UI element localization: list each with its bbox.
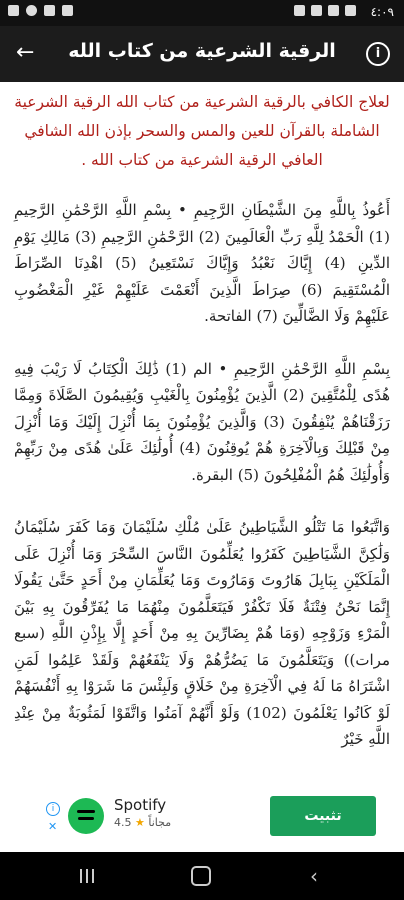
spotify-logo-icon (68, 798, 104, 834)
star-icon: ★ (135, 816, 145, 829)
article-content[interactable] (0, 82, 404, 782)
wifi-icon (26, 5, 37, 16)
recents-icon[interactable] (80, 869, 94, 883)
home-icon[interactable] (191, 866, 211, 886)
paragraph-fatiha: أَعُوذُ بِاللَّهِ مِنَ الشَّيْطَانِ الرَّجِيمِ • بِسْمِ اللَّهِ الرَّحْمَٰنِ الرَّحِيمِ (1) الْحَمْدُ لِلَّهِ رَبِّ الْعَالَمِينَ (2) الرَّحْمَٰنِ الرَّحِيمِ (3) مَالِكِ يَوْمِ الدِّينِ (4) إِيَّاكَ نَعْبُدُ وَإِيَّاكَ نَسْتَعِينُ (5) اهْدِنَا الصِّرَاطَ الْمُسْتَقِيمَ (6) صِرَاطَ الَّذِينَ أَنْعَمْتَ عَلَيْهِمْ غَيْرِ الْمَغْضُوبِ عَلَيْهِمْ وَلَا الضَّالِّينَ (7) الفاتحة. (14, 201, 391, 325)
status-notification-icons (8, 5, 73, 16)
mail-icon (294, 5, 305, 16)
install-button[interactable]: تثبيت (270, 796, 376, 836)
sim-icon (44, 5, 55, 16)
ad-app-name: Spotify (114, 796, 167, 814)
ad-price: مجاناً (148, 816, 172, 829)
airplane-mode-icon (8, 5, 19, 16)
back-icon[interactable]: ‹ (310, 864, 318, 888)
status-app-icons (294, 5, 356, 16)
intro-text: لعلاج الكافي بالرقية الشرعية من كتاب الله الرقية الشرعية الشاملة بالقرآن للعين والمس والسحر بإذن الله الشافي العافي الرقية الشرعية من كتاب الله . (14, 93, 390, 169)
ad-close-icon[interactable]: ✕ (48, 820, 58, 833)
image-icon (311, 5, 322, 16)
ad-rating-value: 4.5 (114, 816, 132, 829)
paragraph-baqara: بِسْمِ اللَّهِ الرَّحْمَٰنِ الرَّحِيمِ • الم (1) ذَٰلِكَ الْكِتَابُ لَا رَيْبَ فِيهِ هُدًى لِلْمُتَّقِينَ (2) الَّذِينَ يُؤْمِنُونَ بِالْغَيْبِ وَيُقِيمُونَ الصَّلَاةَ وَمِمَّا رَزَقْنَاهُمْ يُنْفِقُونَ (3) وَالَّذِينَ يُؤْمِنُونَ بِمَا أُنْزِلَ إِلَيْكَ وَمَا أُنْزِلَ مِنْ قَبْلِكَ وَبِالْآخِرَةِ هُمْ يُوقِنُونَ (4) أُولَٰئِكَ عَلَىٰ هُدًى مِنْ رَبِّهِمْ وَأُولَٰئِكَ هُمُ الْمُفْلِحُونَ (5) البقرة. (14, 359, 390, 484)
ad-banner[interactable] (0, 782, 404, 852)
facebook-icon (328, 5, 339, 16)
status-bar (0, 0, 404, 26)
page-title: الرقية الشرعية من كتاب الله (68, 40, 336, 62)
ad-info-icon[interactable]: i (46, 802, 60, 816)
info-icon[interactable]: i (366, 42, 390, 66)
app-bar (0, 26, 404, 82)
battery-icon (62, 5, 73, 16)
gallery-icon (345, 5, 356, 16)
paragraph-sihr: وَاتَّبَعُوا مَا تَتْلُو الشَّيَاطِينُ عَلَىٰ مُلْكِ سُلَيْمَانَ وَمَا كَفَرَ سُلَيْمَانُ وَلَٰكِنَّ الشَّيَاطِينَ كَفَرُوا يُعَلِّمُونَ النَّاسَ السِّحْرَ وَمَا أُنْزِلَ عَلَى الْمَلَكَيْنِ بِبَابِلَ هَارُوتَ وَمَارُوتَ وَمَا يُعَلِّمَانِ مِنْ أَحَدٍ حَتَّىٰ يَقُولَا إِنَّمَا نَحْنُ فِتْنَةٌ فَلَا تَكْفُرْ فَيَتَعَلَّمُونَ مِنْهُمَا مَا يُفَرِّقُونَ بِهِ بَيْنَ الْمَرْءِ وَزَوْجِهِ (وَمَا هُمْ بِضَارِّينَ بِهِ مِنْ أَحَدٍ إِلَّا بِإِذْنِ اللَّهِ (سبع مرات)) وَيَتَعَلَّمُونَ مَا يَضُرُّهُمْ وَلَا يَنْفَعُهُمْ وَلَقَدْ عَلِمُوا لَمَنِ اشْتَرَاهُ مَا لَهُ فِي الْآخِرَةِ مِنْ خَلَاقٍ وَلَبِئْسَ مَا شَرَوْا بِهِ أَنْفُسَهُمْ لَوْ كَانُوا يَعْلَمُونَ (102) وَلَوْ أَنَّهُمْ آمَنُوا وَاتَّقَوْا لَمَثُوبَةٌ مِنْ عِنْدِ اللَّهِ خَيْرٌ (14, 518, 390, 748)
ad-rating (114, 816, 171, 829)
status-time: ٤:٠٩ (370, 5, 394, 19)
system-nav-bar (0, 852, 404, 900)
arrow-left-icon[interactable]: ← (16, 40, 35, 65)
